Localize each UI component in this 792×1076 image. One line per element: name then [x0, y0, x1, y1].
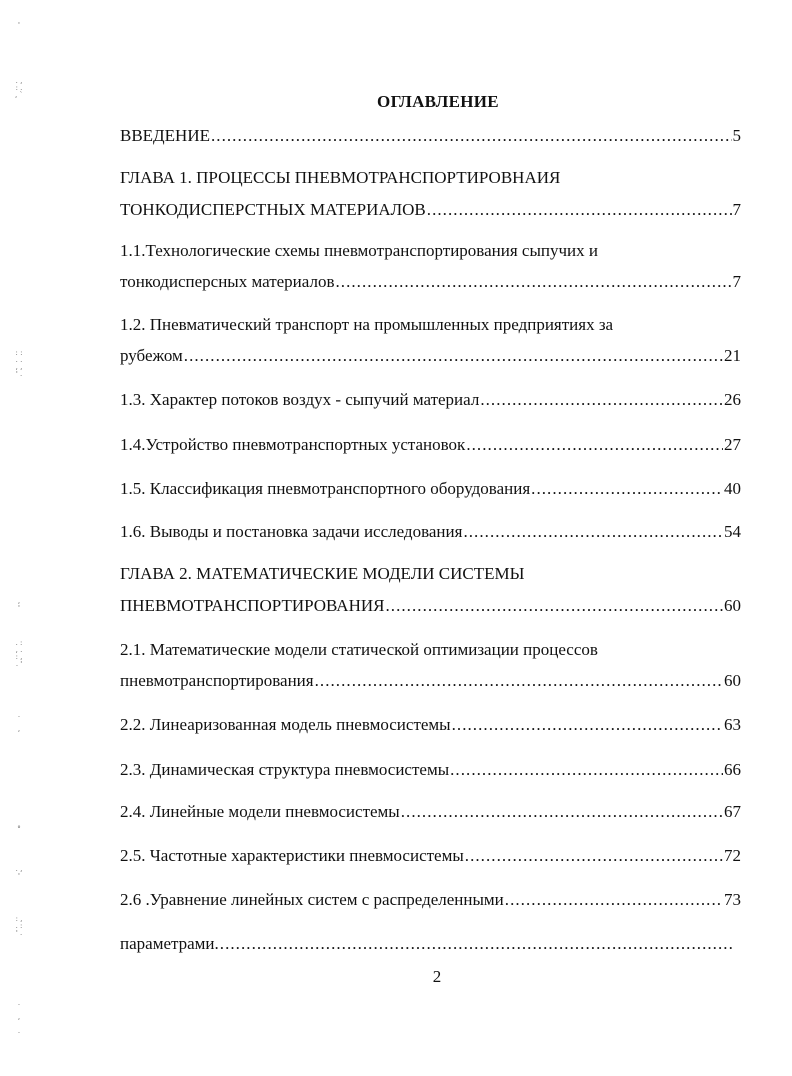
dot-leader	[505, 889, 723, 911]
toc-entry-text: рубежом	[120, 346, 183, 365]
toc-entry-text: 1.4.Устройство пневмотранспортных установок	[120, 435, 466, 454]
toc-entry-page: 63	[724, 715, 741, 734]
toc-entry-text: ВВЕДЕНИЕ	[120, 126, 210, 145]
toc-entry-page: 60	[724, 596, 741, 615]
toc-entry-page: 73	[724, 890, 741, 909]
dot-leader	[401, 801, 723, 823]
toc-entry-page: 67	[724, 802, 741, 821]
dot-leader	[220, 933, 734, 955]
toc-entry	[120, 478, 741, 500]
toc-entry-page: 40	[724, 479, 741, 498]
toc-entry-text: 2.6 .Уравнение линейных систем с распределенными	[120, 890, 504, 909]
toc-entry-line1: 1.1.Технологические схемы пневмотранспортирования сыпучих и	[120, 241, 598, 260]
toc-entry-text: 2.4. Линейные модели пневмосистемы	[120, 802, 400, 821]
toc-entry-text: 2.5. Частотные характеристики пневмосистемы	[120, 846, 464, 865]
toc-entry	[120, 670, 741, 692]
toc-entry	[120, 199, 741, 221]
dot-leader	[427, 199, 732, 221]
toc-entry-page: 26	[724, 390, 741, 409]
toc-entry-page: 72	[724, 846, 741, 865]
toc-entry-text: 1.3. Характер потоков воздух - сыпучий материал	[120, 390, 480, 409]
dot-leader	[211, 125, 732, 147]
page-number: 2	[432, 967, 442, 986]
dot-leader	[465, 845, 723, 867]
toc-entry-line1: 1.2. Пневматический транспорт на промышленных предприятиях за	[120, 315, 614, 334]
toc-entry	[120, 271, 741, 293]
toc-entry-text: тонкодисперсных материалов	[120, 272, 335, 291]
toc-entry-page: 60	[724, 671, 741, 690]
dot-leader	[466, 434, 723, 456]
toc-entry-text: параметрами.	[120, 934, 219, 953]
dot-leader	[335, 271, 731, 293]
toc-entry-page: 7	[732, 272, 741, 291]
toc-entry	[120, 714, 741, 736]
dot-leader	[450, 759, 723, 781]
toc-entry-page: 7	[732, 200, 741, 219]
dot-leader	[315, 670, 723, 692]
toc-entry-line1: ГЛАВА 1. ПРОЦЕССЫ ПНЕВМОТРАНСПОРТИРОВНАИЯ	[120, 168, 561, 187]
toc-entry-page: 54	[724, 522, 741, 541]
toc-entry	[120, 759, 741, 781]
toc-entry	[120, 801, 741, 823]
toc-entry-text: 2.3. Динамическая структура пневмосистемы	[120, 760, 450, 779]
toc-entry-page: 5	[732, 126, 741, 145]
toc-entry	[120, 521, 741, 543]
toc-entry-text: 1.6. Выводы и постановка задачи исследования	[120, 522, 463, 541]
toc-entry-page: 21	[724, 346, 741, 365]
dot-leader	[531, 478, 723, 500]
toc-entry-line1: 2.1. Математические модели статической оптимизации процессов	[120, 640, 598, 659]
dot-leader	[184, 345, 723, 367]
scan-margin-artifacts: ' . , : . , ` : : . . , , ' . , ' . : , . : , . ' . , ° . , ' : , . : ' . . , .	[15, 21, 23, 1035]
toc-entry	[120, 345, 741, 367]
toc-title: ОГЛАВЛЕНИЕ	[377, 92, 499, 111]
toc-entry-text: 2.2. Линеаризованная модель пневмосистемы	[120, 715, 451, 734]
toc-entry-text: ПНЕВМОТРАНСПОРТИРОВАНИЯ	[120, 596, 385, 615]
toc-entry	[120, 434, 741, 456]
toc-entry	[120, 389, 741, 411]
toc-entry	[120, 595, 741, 617]
toc-entry-page: 27	[724, 435, 741, 454]
toc-entry-text: пневмотранспортирования	[120, 671, 314, 690]
dot-leader	[385, 595, 723, 617]
toc-entry-text: ТОНКОДИСПЕРСТНЫХ МАТЕРИАЛОВ	[120, 200, 426, 219]
toc-entry	[120, 889, 741, 911]
toc-entry	[120, 933, 735, 955]
dot-leader	[463, 521, 723, 543]
toc-entry	[120, 845, 741, 867]
toc-entry-text: 1.5. Классификация пневмотранспортного оборудования	[120, 479, 531, 498]
dot-leader	[480, 389, 723, 411]
toc-entry-page: 66	[724, 760, 741, 779]
toc-entry	[120, 125, 741, 147]
toc-entry-line1: ГЛАВА 2. МАТЕМАТИЧЕСКИЕ МОДЕЛИ СИСТЕМЫ	[120, 564, 525, 583]
dot-leader	[452, 714, 723, 736]
